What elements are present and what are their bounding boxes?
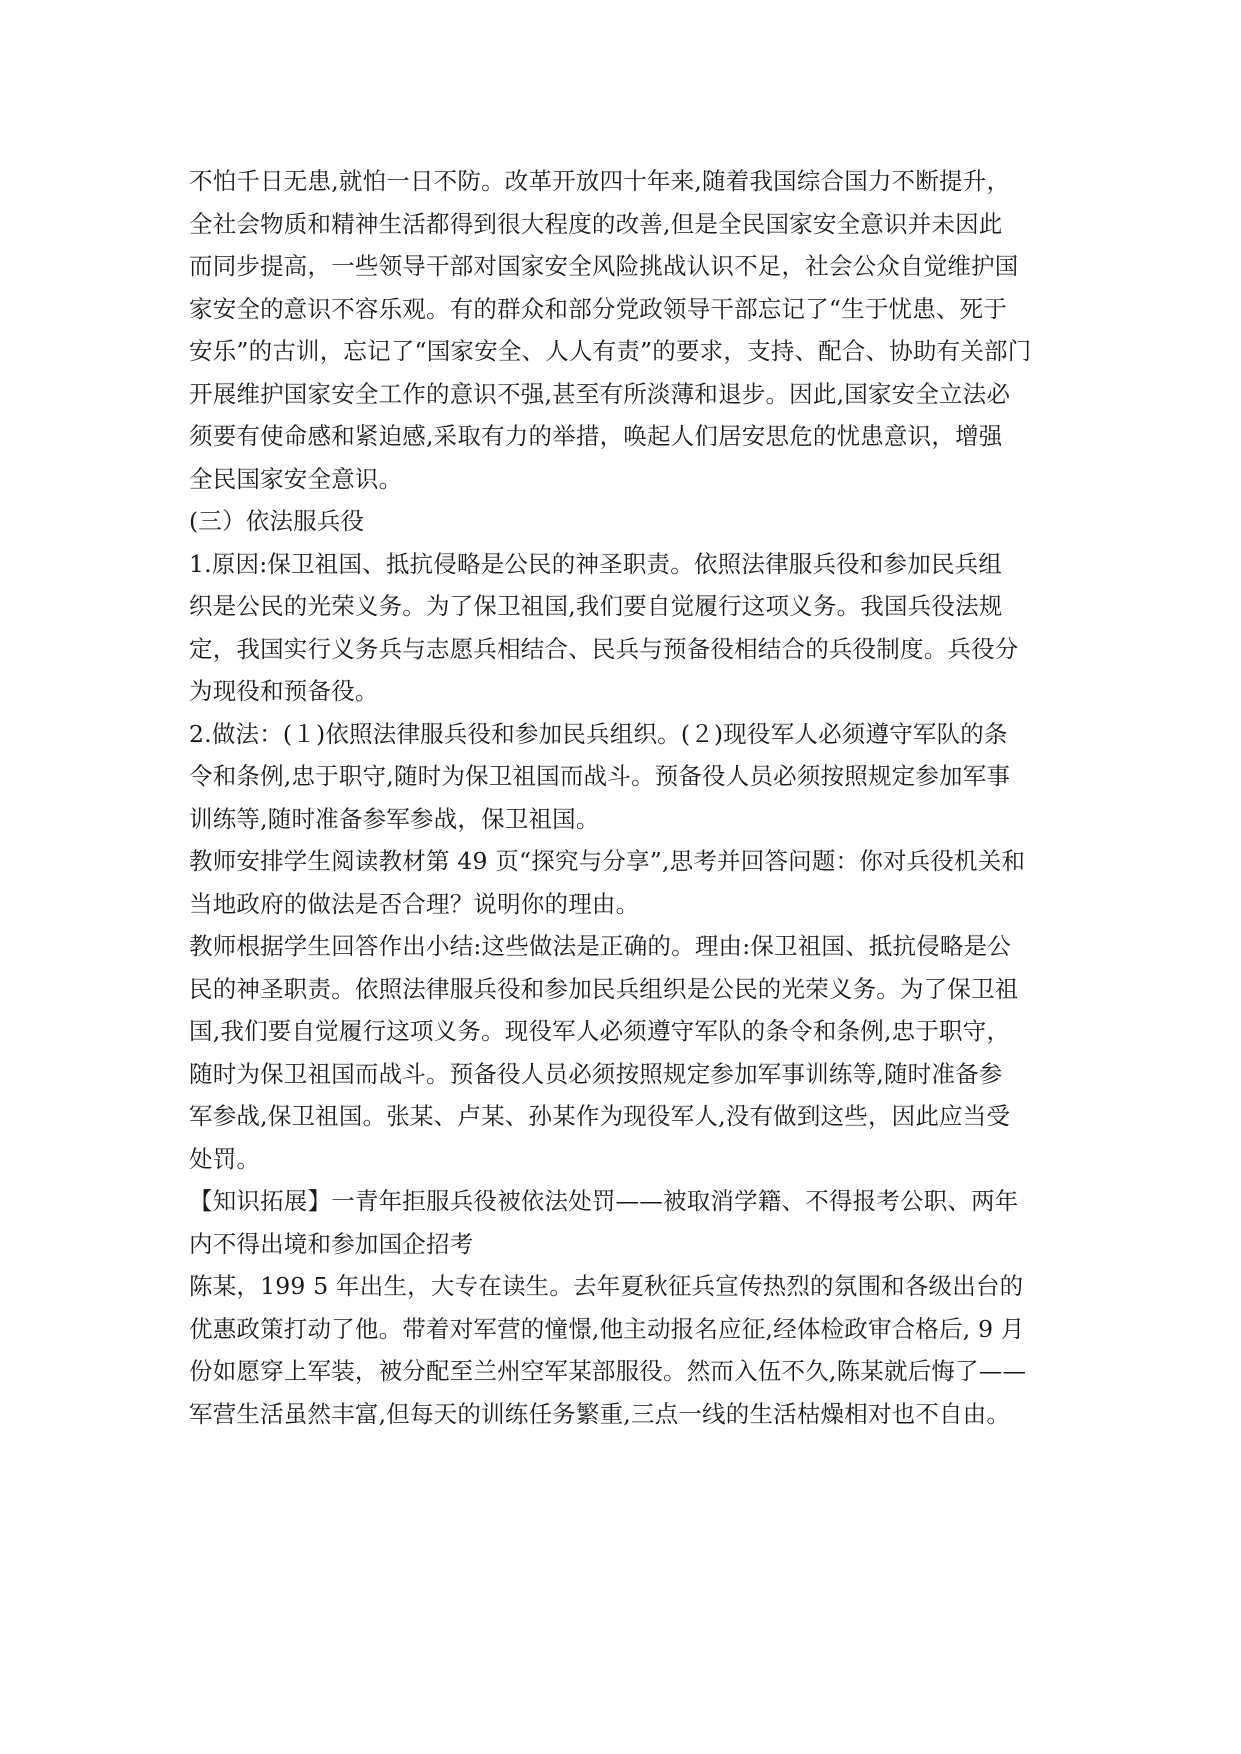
text-line: 家安全的意识不容乐观。有的群众和部分党政领导干部忘记了“生于忧患、死于 (189, 294, 1008, 323)
text-line: 令和条例,忠于职守,随时为保卫祖国而战斗。预备役人员必须按照规定参加军事 (189, 762, 1011, 790)
text-line: 须要有使命感和紧迫感,采取有力的举措，唤起人们居安思危的忧患意识，增强 (189, 422, 1003, 450)
text-line: (三）依法服兵役 (189, 507, 365, 535)
paragraph (189, 500, 1059, 543)
text-line: 2.做法：(１)依照法律服兵役和参加民兵组织。(２)现役军人必须遵守军队的条 (189, 719, 1008, 748)
text-line: 民的神圣职责。依照法律服兵役和参加民兵组织是公民的光荣义务。为了保卫祖 (189, 974, 1019, 1003)
text-line: 不怕千日无患,就怕一日不防。改革开放四十年来,随着我国综合国力不断提升， (189, 167, 1011, 195)
text-line: 安乐”的古训，忘记了“国家安全、人人有责”的要求，支持、配合、协助有关部门 (189, 337, 1032, 365)
text-line: 教师安排学生阅读教材第 49 页“探究与分享”,思考并回答问题：你对兵役机关和 (189, 847, 1026, 875)
text-line: 处罚。 (189, 1144, 261, 1173)
text-line: 全民国家安全意识。 (189, 464, 403, 493)
text-line: 【知识拓展】一青年拒服兵役被依法处罚——被取消学籍、不得报考公职、两年 (189, 1187, 1019, 1215)
paragraph (189, 1265, 1059, 1435)
text-line: 内不得出境和参加国企招考 (189, 1229, 474, 1258)
text-line: 优惠政策打动了他。带着对军营的憧憬,他主动报名应征,经体检政审合格后, 9 月 (189, 1314, 1025, 1343)
paragraph (189, 840, 1059, 925)
paragraph (189, 1180, 1059, 1265)
text-line: 1.原因:保卫祖国、抵抗侵略是公民的神圣职责。依照法律服兵役和参加民兵组 (189, 549, 1003, 578)
text-line: 教师根据学生回答作出小结:这些做法是正确的。理由:保卫祖国、抵抗侵略是公 (189, 932, 1012, 960)
text-line: 份如愿穿上军装，被分配至兰州空军某部服役。然而入伍不久,陈某就后悔了—— (189, 1357, 1027, 1385)
text-line: 国,我们要自觉履行这项义务。现役军人必须遵守军队的条令和条例,忠于职守， (189, 1017, 1011, 1045)
paragraph (189, 925, 1059, 1180)
text-line: 而同步提高，一些领导干部对国家安全风险挑战认识不足，社会公众自觉维护国 (189, 252, 1019, 280)
text-line: 军营生活虽然丰富,但每天的训练任务繁重,三点一线的生活枯燥相对也不自由。 (189, 1399, 1011, 1428)
text-line: 定，我国实行义务兵与志愿兵相结合、民兵与预备役相结合的兵役制度。兵役分 (189, 634, 1019, 663)
document-body (189, 160, 1059, 1435)
text-line: 全社会物质和精神生活都得到很大程度的改善,但是全民国家安全意识并未因此 (189, 209, 1003, 238)
text-line: 为现役和预备役。 (189, 677, 379, 705)
text-line: 陈某，199 5 年出生，大专在读生。去年夏秋征兵宣传热烈的氛围和各级出台的 (189, 1272, 1024, 1300)
paragraph (189, 543, 1059, 713)
paragraph (189, 160, 1059, 500)
paragraph (189, 713, 1059, 841)
text-line: 织是公民的光荣义务。为了保卫祖国,我们要自觉履行这项义务。我国兵役法规 (189, 592, 1003, 620)
text-line: 当地政府的做法是否合理？说明你的理由。 (189, 889, 640, 918)
text-line: 训练等,随时准备参军参战，保卫祖国。 (189, 804, 600, 833)
text-line: 军参战,保卫祖国。张某、卢某、孙某作为现役军人,没有做到这些，因此应当受 (189, 1102, 1011, 1130)
text-line: 开展维护国家安全工作的意识不强,甚至有所淡薄和退步。因此,国家安全立法必 (189, 379, 1011, 408)
text-line: 随时为保卫祖国而战斗。预备役人员必须按照规定参加军事训练等,随时准备参 (189, 1059, 1003, 1088)
